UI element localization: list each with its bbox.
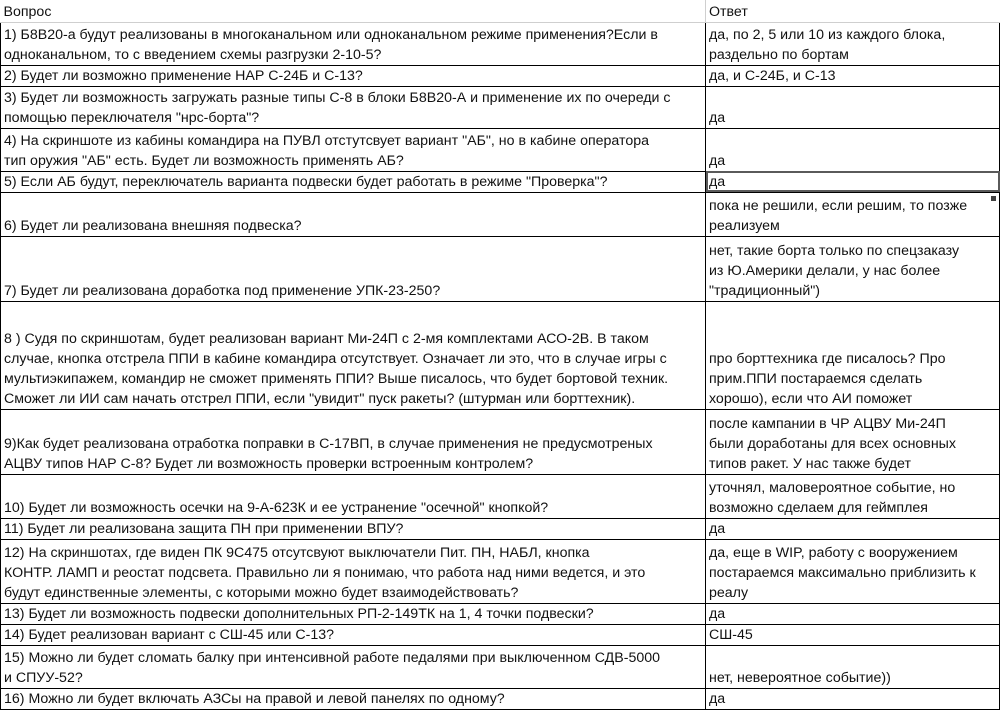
table-row	[1, 236, 1000, 301]
question-line: мультиэкипажем, командир не сможет применять ППИ? Выше писалось, что будет бортовой техник.	[4, 370, 669, 387]
answer-cell[interactable]	[706, 645, 1000, 688]
answer-line: из Ю.Америки делали, у нас более	[709, 262, 941, 279]
answer-line: раздельно по бортам	[709, 46, 849, 63]
question-cell[interactable]	[1, 624, 706, 645]
answer-line: реалу	[709, 584, 749, 601]
table-row	[1, 301, 1000, 409]
question-line: 2) Будет ли возможно применение НАР С-24Б и С-13?	[4, 67, 363, 84]
table-row	[1, 65, 1000, 86]
question-line: и СПУУ-52?	[4, 669, 83, 686]
answer-line: реализуем	[709, 217, 780, 234]
answer-line: да	[709, 109, 726, 126]
answer-cell[interactable]	[706, 22, 1000, 65]
question-line: 4) На скриншоте из кабины командира на ПУВЛ отстутсвует вариант "АБ", но в кабине оператора	[4, 132, 650, 149]
question-line: 13) Будет ли возможность подвески дополнительных РП-2-149ТК на 1, 4 точки подвески?	[4, 605, 594, 622]
answer-cell[interactable]	[706, 539, 1000, 603]
header-row	[1, 0, 1000, 22]
question-line: случае, кнопка отстрела ППИ в кабине командира отсутствует. Означает ли это, что в случае игры с	[4, 350, 667, 367]
table-row	[1, 192, 1000, 236]
question-line: помощью переключателя "нрс-борта"?	[4, 109, 260, 126]
answer-line: да	[709, 605, 726, 622]
answer-cell[interactable]	[706, 409, 1000, 474]
question-cell[interactable]	[1, 518, 706, 539]
question-cell[interactable]	[1, 603, 706, 624]
answer-cell[interactable]	[706, 518, 1000, 539]
question-line: АЦВУ типов НАР С-8? Будет ли возможность проверки встроенным контролем?	[4, 455, 534, 472]
question-cell[interactable]	[1, 128, 706, 171]
answer-line: да	[709, 173, 726, 190]
answer-line: типов ракет. У нас также будет	[709, 455, 911, 472]
question-cell[interactable]	[1, 301, 706, 409]
answer-cell[interactable]	[706, 192, 1000, 236]
question-line: 1) Б8В20-а будут реализованы в многоканальном или одноканальном режиме применения?Если в	[4, 26, 658, 43]
question-line: будут единственные элементы, с которыми можно будет взаимодействовать?	[4, 584, 519, 601]
answer-line: да, еще в WIP, работу с вооружением	[709, 544, 958, 561]
question-line: 6) Будет ли реализована внешняя подвеска?	[4, 217, 302, 234]
table-row	[1, 645, 1000, 688]
answer-cell[interactable]	[706, 86, 1000, 128]
answer-line: возможно сделаем для геймплея	[709, 499, 928, 516]
question-cell[interactable]	[1, 409, 706, 474]
question-cell[interactable]	[1, 474, 706, 518]
question-line: 7) Будет ли реализована доработка под применение УПК-23-250?	[4, 282, 441, 299]
question-line: 5) Если АБ будут, переключатель варианта подвески будет работать в режиме "Проверка"?	[4, 173, 608, 190]
question-line: 12) На скриншотах, где виден ПК 9С475 отсутсвуют выключатели Пит. ПН, НАБЛ, кнопка	[4, 544, 590, 561]
answer-line: нет, невероятное событие))	[709, 669, 891, 686]
question-line: 3) Будет ли возможность загружать разные типы С-8 в блоки Б8В20-А и применение их по очереди с	[4, 89, 671, 106]
answer-cell[interactable]	[706, 128, 1000, 171]
answer-cell[interactable]	[706, 236, 1000, 301]
question-line: 10) Будет ли возможность осечки на 9-А-623К и ее устранение "осечной" кнопкой?	[4, 499, 549, 516]
answer-cell[interactable]	[706, 301, 1000, 409]
answer-line: "традиционный")	[709, 282, 821, 299]
answer-cell[interactable]	[706, 171, 1000, 192]
answer-cell[interactable]	[706, 65, 1000, 86]
question-cell[interactable]	[1, 86, 706, 128]
answer-cell[interactable]	[706, 603, 1000, 624]
question-cell[interactable]	[1, 645, 706, 688]
answer-line: постараемся максимально приблизить к	[709, 564, 976, 581]
table-row	[1, 86, 1000, 128]
fill-handle[interactable]	[990, 195, 997, 202]
table-row	[1, 22, 1000, 65]
answer-line: да	[709, 520, 726, 537]
table-row	[1, 518, 1000, 539]
answer-line: после кампании в ЧР АЦВУ Ми-24П	[709, 415, 946, 432]
question-line: тип оружия "АБ" есть. Будет ли возможность применять АБ?	[4, 152, 404, 169]
table-row	[1, 128, 1000, 171]
header-question[interactable]: Вопрос	[1, 0, 706, 22]
sheet-body	[1, 0, 1000, 709]
question-cell[interactable]	[1, 171, 706, 192]
table-row	[1, 539, 1000, 603]
answer-line: да	[709, 690, 726, 707]
question-cell[interactable]	[1, 539, 706, 603]
question-line: 16) Можно ли будет включать АЗСы на правой и левой панелях по одному?	[4, 690, 505, 707]
question-cell[interactable]	[1, 236, 706, 301]
answer-line: хорошо), если что АИ поможет	[709, 390, 913, 407]
question-line: 11) Будет ли реализована защита ПН при применении ВПУ?	[4, 520, 404, 537]
header-answer[interactable]: Ответ	[706, 0, 1000, 22]
answer-line: да	[709, 152, 726, 169]
question-line: 14) Будет реализован вариант с СШ-45 или С-13?	[4, 626, 335, 643]
answer-line: да, по 2, 5 или 10 из каждого блока,	[709, 26, 946, 43]
question-line: одноканальном, то с введением схемы разгрузки 2-10-5?	[4, 46, 382, 63]
answer-cell[interactable]	[706, 474, 1000, 518]
table-row	[1, 624, 1000, 645]
table-row	[1, 171, 1000, 192]
question-cell[interactable]	[1, 688, 706, 709]
table-row	[1, 603, 1000, 624]
table-row	[1, 474, 1000, 518]
question-cell[interactable]	[1, 192, 706, 236]
question-line: 15) Можно ли будет сломать балку при интенсивной работе педалями при выключенном СДВ-5000	[4, 649, 661, 666]
answer-line: про борттехника где писалось? Про	[709, 350, 946, 367]
answer-cell[interactable]	[706, 688, 1000, 709]
question-line: 8 ) Судя по скриншотам, будет реализован вариант Ми-24П с 2-мя комплектами АСО-2В. В таком	[4, 330, 649, 347]
answer-line: прим.ППИ постараемся сделать	[709, 370, 923, 387]
question-cell[interactable]	[1, 65, 706, 86]
question-cell[interactable]	[1, 22, 706, 65]
table-row	[1, 688, 1000, 709]
question-line: 9)Как будет реализована отработка поправки в С-17ВП, в случае применения не предусмотреных	[4, 435, 653, 452]
answer-line: были доработаны для всех основных	[709, 435, 956, 452]
answer-line: уточнял, маловероятное событие, но	[709, 479, 956, 496]
answer-line: СШ-45	[709, 626, 753, 643]
answer-line: да, и С-24Б, и С-13	[709, 67, 836, 84]
answer-line: пока не решили, если решим, то позже	[709, 197, 968, 214]
question-line: Сможет ли ИИ сам начать отстрел ППИ, если "увидит" пуск ракеты? (штурман или борттехник).	[4, 390, 636, 407]
table-row	[1, 409, 1000, 474]
answer-line: нет, такие борта только по спецзаказу	[709, 242, 960, 259]
question-line: КОНТР. ЛАМП и реостат подсвета. Правильно ли я понимаю, что работа над ними ведется, и это	[4, 564, 646, 581]
answer-cell[interactable]	[706, 624, 1000, 645]
